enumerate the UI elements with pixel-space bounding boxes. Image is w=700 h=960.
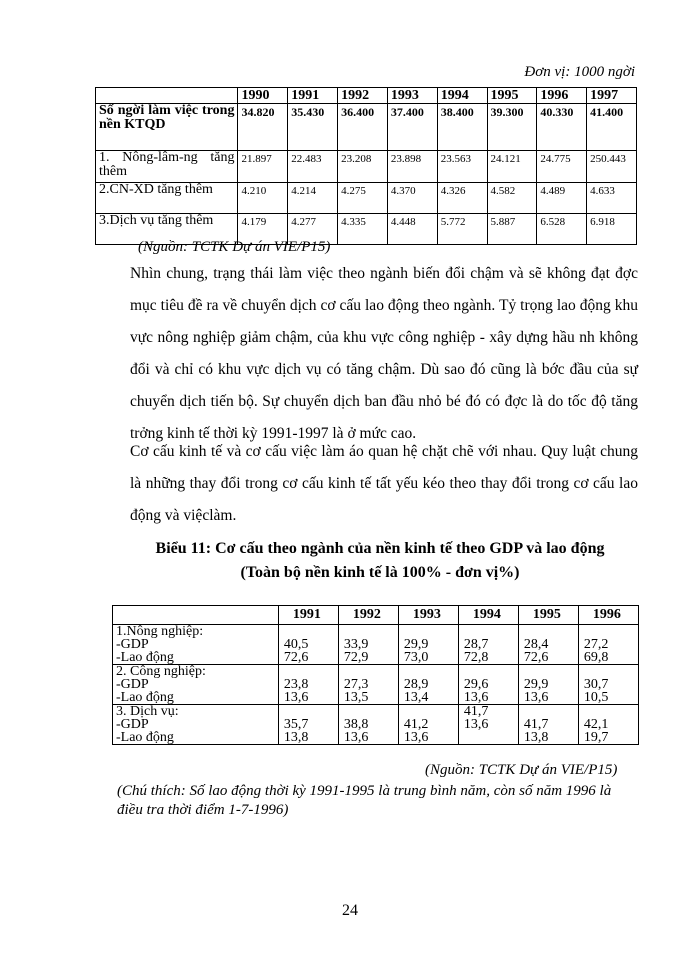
row-label-line: -Lao động — [116, 730, 174, 745]
table1-year-header: 1990 — [238, 88, 288, 104]
cell-line: 72,6 — [523, 650, 549, 665]
cell-line: 27,3 — [343, 677, 369, 692]
cell-line: 40,5 — [283, 637, 309, 652]
table-cell — [458, 705, 518, 745]
cell-line: 72,6 — [283, 650, 309, 665]
table2-year-header: 1994 — [458, 606, 518, 625]
table1-source: (Nguồn: TCTK Dự án VIE/P15) — [138, 239, 331, 255]
table-cell: 22.483 — [288, 151, 338, 183]
row-label — [113, 705, 279, 745]
table1-year-header: 1992 — [338, 88, 388, 104]
table-cell: 4.335 — [338, 214, 388, 245]
table1-year-header: 1997 — [587, 88, 637, 104]
table-cell: 250.443 — [587, 151, 637, 183]
table-cell: 39.300 — [487, 104, 537, 151]
row-label: Số ngời làm việc trong nền KTQD — [96, 104, 238, 151]
row-label: 2.CN-XD tăng thêm — [96, 183, 238, 214]
table1-year-header: 1994 — [437, 88, 487, 104]
cell-line: 29,9 — [403, 637, 429, 652]
table2-footnote: (Chú thích: Số lao động thời kỳ 1991-1995 là trung bình năm, còn số năm 1996 là điều tra thời điểm 1-7-1996) — [117, 783, 612, 818]
table1-year-header: 1996 — [537, 88, 587, 104]
cell-line: 30,7 — [583, 677, 609, 692]
table2-year-header: 1995 — [518, 606, 578, 625]
table2-year-header: 1991 — [278, 606, 338, 625]
row-label — [113, 665, 279, 705]
row-label: 3.Dịch vụ tăng thêm — [96, 214, 238, 245]
table-cell — [458, 625, 518, 665]
cell-line: 13,5 — [343, 690, 369, 705]
table-cell — [278, 665, 338, 705]
cell-line: 41,7 — [463, 704, 489, 719]
cell-line: 41,7 — [523, 717, 549, 732]
table-cell: 34.820 — [238, 104, 288, 151]
cell-line: 13,6 — [403, 730, 429, 745]
table-row — [113, 665, 639, 705]
table-cell: 4.370 — [387, 183, 437, 214]
table-cell: 41.400 — [587, 104, 637, 151]
row-label-line: 1.Nông nghiệp: — [116, 624, 204, 639]
table-cell: 4.582 — [487, 183, 537, 214]
table-cell: 5.772 — [437, 214, 487, 245]
table1-header-row — [96, 88, 637, 104]
table-cell — [518, 625, 578, 665]
paragraph-1 — [130, 258, 638, 450]
cell-line: 13,8 — [283, 730, 309, 745]
table-cell: 4.326 — [437, 183, 487, 214]
table-cell: 5.887 — [487, 214, 537, 245]
cell-line: 13,4 — [403, 690, 429, 705]
table2-source: (Nguồn: TCTK Dự án VIE/P15) — [425, 762, 618, 778]
cell-line: 72,9 — [343, 650, 369, 665]
cell-line: 13,6 — [523, 690, 549, 705]
cell-line: 72,8 — [463, 650, 489, 665]
cell-line: 19,7 — [583, 730, 609, 745]
cell-line: 13,8 — [523, 730, 549, 745]
table-cell: 23.898 — [387, 151, 437, 183]
unit-label: Đơn vị: 1000 ngời — [524, 64, 635, 80]
table-cell: 36.400 — [338, 104, 388, 151]
cell-line: 42,1 — [583, 717, 609, 732]
table-cell: 4.489 — [537, 183, 587, 214]
cell-line: 35,7 — [283, 717, 309, 732]
row-label-line: -GDP — [116, 677, 149, 692]
table-cell — [338, 705, 398, 745]
table-cell: 23.208 — [338, 151, 388, 183]
table-cell: 6.918 — [587, 214, 637, 245]
row-label — [113, 625, 279, 665]
row-label-line: 2. Công nghiệp: — [116, 664, 206, 679]
cell-line: 23,8 — [283, 677, 309, 692]
table-cell: 40.330 — [537, 104, 587, 151]
gdp-labor-structure-table — [112, 605, 639, 745]
paragraph-2 — [130, 436, 638, 532]
table-cell — [278, 625, 338, 665]
cell-line: 10,5 — [583, 690, 609, 705]
row-label-line: 3. Dịch vụ: — [116, 704, 179, 719]
cell-line: 27,2 — [583, 637, 609, 652]
cell-line: 29,6 — [463, 677, 489, 692]
table-cell — [458, 665, 518, 705]
cell-line: 28,9 — [403, 677, 429, 692]
table2-header-row — [113, 606, 639, 625]
table-cell — [518, 705, 578, 745]
table-cell — [578, 705, 638, 745]
cell-line: 41,2 — [403, 717, 429, 732]
cell-line: 13,6 — [463, 690, 489, 705]
table2-corner-cell — [113, 606, 279, 625]
table-cell: 4.275 — [338, 183, 388, 214]
table2-year-header: 1992 — [338, 606, 398, 625]
table1-corner-cell — [96, 88, 238, 104]
table-row — [113, 705, 639, 745]
table-cell — [578, 665, 638, 705]
cell-line: 29,9 — [523, 677, 549, 692]
table-cell — [398, 625, 458, 665]
table2-year-header: 1996 — [578, 606, 638, 625]
paragraph-1-text: Nhìn chung, trạng thái làm việc theo ngành biến đổi chậm và sẽ không đạt đợc mục tiêu đề ra về chuyển dịch cơ cấu lao động theo ngành. Tỷ trọng lao động khu vực nông nghiệp giảm chậm, của khu vực công nghiệp - xây dựng hầu nh không đổi và chỉ có khu vực dịch vụ có tăng chậm. Dù sao đó cũng là bớc đầu của sự chuyển dịch tiến bộ. Sự chuyển dịch ban đầu nhỏ bé đó có đợc là do tốc độ tăng trởng kinh tế thời kỳ 1991-1997 là ở mức cao. — [130, 265, 638, 442]
table-row — [96, 104, 637, 151]
cell-line — [464, 731, 515, 744]
table2-caption-subtitle: (Toàn bộ nền kinh tế là 100% - đơn vị%) — [240, 564, 520, 581]
cell-line: 28,4 — [523, 637, 549, 652]
table-row — [96, 151, 637, 183]
cell-line: 38,8 — [343, 717, 369, 732]
table-cell: 23.563 — [437, 151, 487, 183]
table-cell: 24.121 — [487, 151, 537, 183]
table-cell: 37.400 — [387, 104, 437, 151]
table-cell: 4.210 — [238, 183, 288, 214]
cell-line: 73,0 — [403, 650, 429, 665]
table-cell: 38.400 — [437, 104, 487, 151]
cell-line: 13,6 — [343, 730, 369, 745]
table-cell: 4.277 — [288, 214, 338, 245]
table-cell: 4.179 — [238, 214, 288, 245]
table-cell — [578, 625, 638, 665]
row-label: 1. Nông-lâm-ng tăng thêm — [96, 151, 238, 183]
cell-line: 69,8 — [583, 650, 609, 665]
table-cell: 4.214 — [288, 183, 338, 214]
row-label-line: -Lao động — [116, 690, 174, 705]
table-cell: 4.633 — [587, 183, 637, 214]
paragraph-2-text: Cơ cấu kinh tế và cơ cấu việc làm áo quan hệ chặt chẽ với nhau. Quy luật chung là những thay đổi trong cơ cấu kinh tế tất yếu kéo theo thay đổi trong cơ cấu lao động và việclàm. — [130, 443, 638, 524]
table1-year-header: 1995 — [487, 88, 537, 104]
labor-by-sector-table — [95, 87, 637, 245]
table-cell: 4.448 — [387, 214, 437, 245]
table-cell — [518, 665, 578, 705]
row-label-line: -GDP — [116, 637, 149, 652]
table-cell — [398, 705, 458, 745]
row-label-line: -GDP — [116, 717, 149, 732]
cell-line: 13,6 — [283, 690, 309, 705]
table-cell — [278, 705, 338, 745]
row-label-line: -Lao động — [116, 650, 174, 665]
table-cell: 24.775 — [537, 151, 587, 183]
table-row — [96, 183, 637, 214]
table-cell — [338, 625, 398, 665]
table-cell — [398, 665, 458, 705]
table-cell: 35.430 — [288, 104, 338, 151]
cell-line: 28,7 — [463, 637, 489, 652]
page-number: 24 — [342, 902, 358, 919]
table2-caption-title: Biểu 11: Cơ cấu theo ngành của nền kinh tế theo GDP và lao động — [155, 540, 605, 557]
table-row — [113, 625, 639, 665]
table2-year-header: 1993 — [398, 606, 458, 625]
cell-line: 13,6 — [463, 717, 489, 732]
table-cell: 21.897 — [238, 151, 288, 183]
table-cell — [338, 665, 398, 705]
cell-line: 33,9 — [343, 637, 369, 652]
table-cell: 6.528 — [537, 214, 587, 245]
table1-year-header: 1993 — [387, 88, 437, 104]
table1-year-header: 1991 — [288, 88, 338, 104]
